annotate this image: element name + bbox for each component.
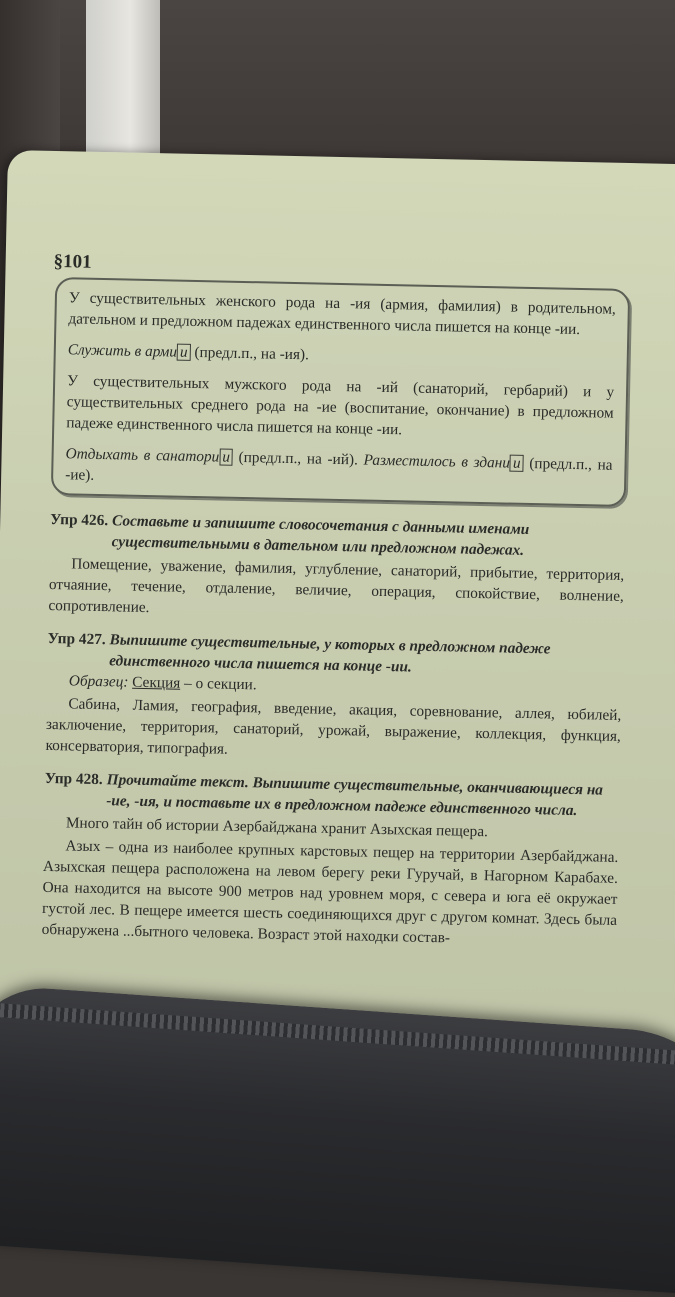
example-1-ending: и (177, 344, 191, 361)
page-content (41, 251, 631, 964)
rule-box (51, 277, 630, 507)
example-1-text: Служить в арми (67, 341, 178, 361)
section-number: §101 (53, 250, 92, 273)
sample-label: Образец: (68, 672, 129, 691)
example-2-note: (предл.п., на -ий). (232, 448, 364, 469)
exercise-body-text: Азых – одна из наиболее крупных карстовых пещер на территории Азербайджана. Азыхская пещера расположена на левом берегу реки Гуручай, в Нагорном Карабахе. Она находится на высоте 900 метров над уровнем моря, с севера и юга её окружает густой лес. В пещере имеется шесть соединяющихся друг с другом комнат. Здесь была обнаружена ...бытного человека. Возраст этой находки состав- (41, 837, 619, 947)
foreground-bag (0, 983, 675, 1297)
exercise-427 (45, 628, 623, 768)
sample-rest: – о секции. (180, 674, 257, 694)
exercise-428 (41, 768, 619, 952)
exercise-body: Сабина, Ламия, география, введение, акация, соревнование, аллея, юбилей, заключение, территория, санаторий, урожай, выражение, коллекция, функция, консерватория, типография. (45, 695, 622, 758)
exercise-number: Упр 428. (44, 769, 103, 789)
rule-paragraph-1: У существительных женского рода на -ия (армия, фамилия) в родительном, дательном и предложном падежах единственного числа пишется на конце -ии. (68, 289, 616, 339)
example-3-ending: и (510, 455, 524, 472)
example-1-note: (предл.п., на -ия). (190, 343, 310, 364)
example-3-note: (предл.п., на -ие). (65, 454, 613, 484)
exercise-426 (48, 509, 625, 628)
rule-example-1 (68, 339, 615, 371)
rule-example-2 (65, 443, 613, 496)
exercise-task: Составьте и запишите словосочетания с данными именами существительными в дательном или предложном падежах. (111, 512, 530, 559)
exercise-body: Много тайн об истории Азербайджана хранит Азыхская пещера. (65, 814, 489, 841)
rule-paragraph-2: У существительных мужского рода на -ий (санаторий, гербарий) и у существительных среднего рода на -ие (воспитание, окончание) в предложном падеже единственного числа пишется на конце -ии. (66, 372, 615, 439)
exercise-task: Выпишите существительные, у которых в предложном падеже единственного числа пишется на конце -ии. (109, 631, 551, 676)
sample-word: Секция (132, 673, 181, 692)
exercise-body: Помещение, уважение, фамилия, углубление, санаторий, прибытие, территория, отчаяние, течение, отдаление, величие, операция, спокойствие, волнение, сопротивление. (48, 555, 625, 617)
example-2-text: Отдыхать в санатори (65, 445, 220, 466)
example-2-ending: и (219, 448, 233, 465)
exercise-task: Прочитайте текст. Выпишите существительные, оканчивающиеся на -ие, -ия, и поставьте их в предложном падеже единственного числа. (106, 771, 604, 820)
example-3-text: Разместилось в здани (363, 451, 511, 472)
exercise-number: Упр 427. (47, 629, 106, 649)
exercise-number: Упр 426. (50, 510, 109, 530)
